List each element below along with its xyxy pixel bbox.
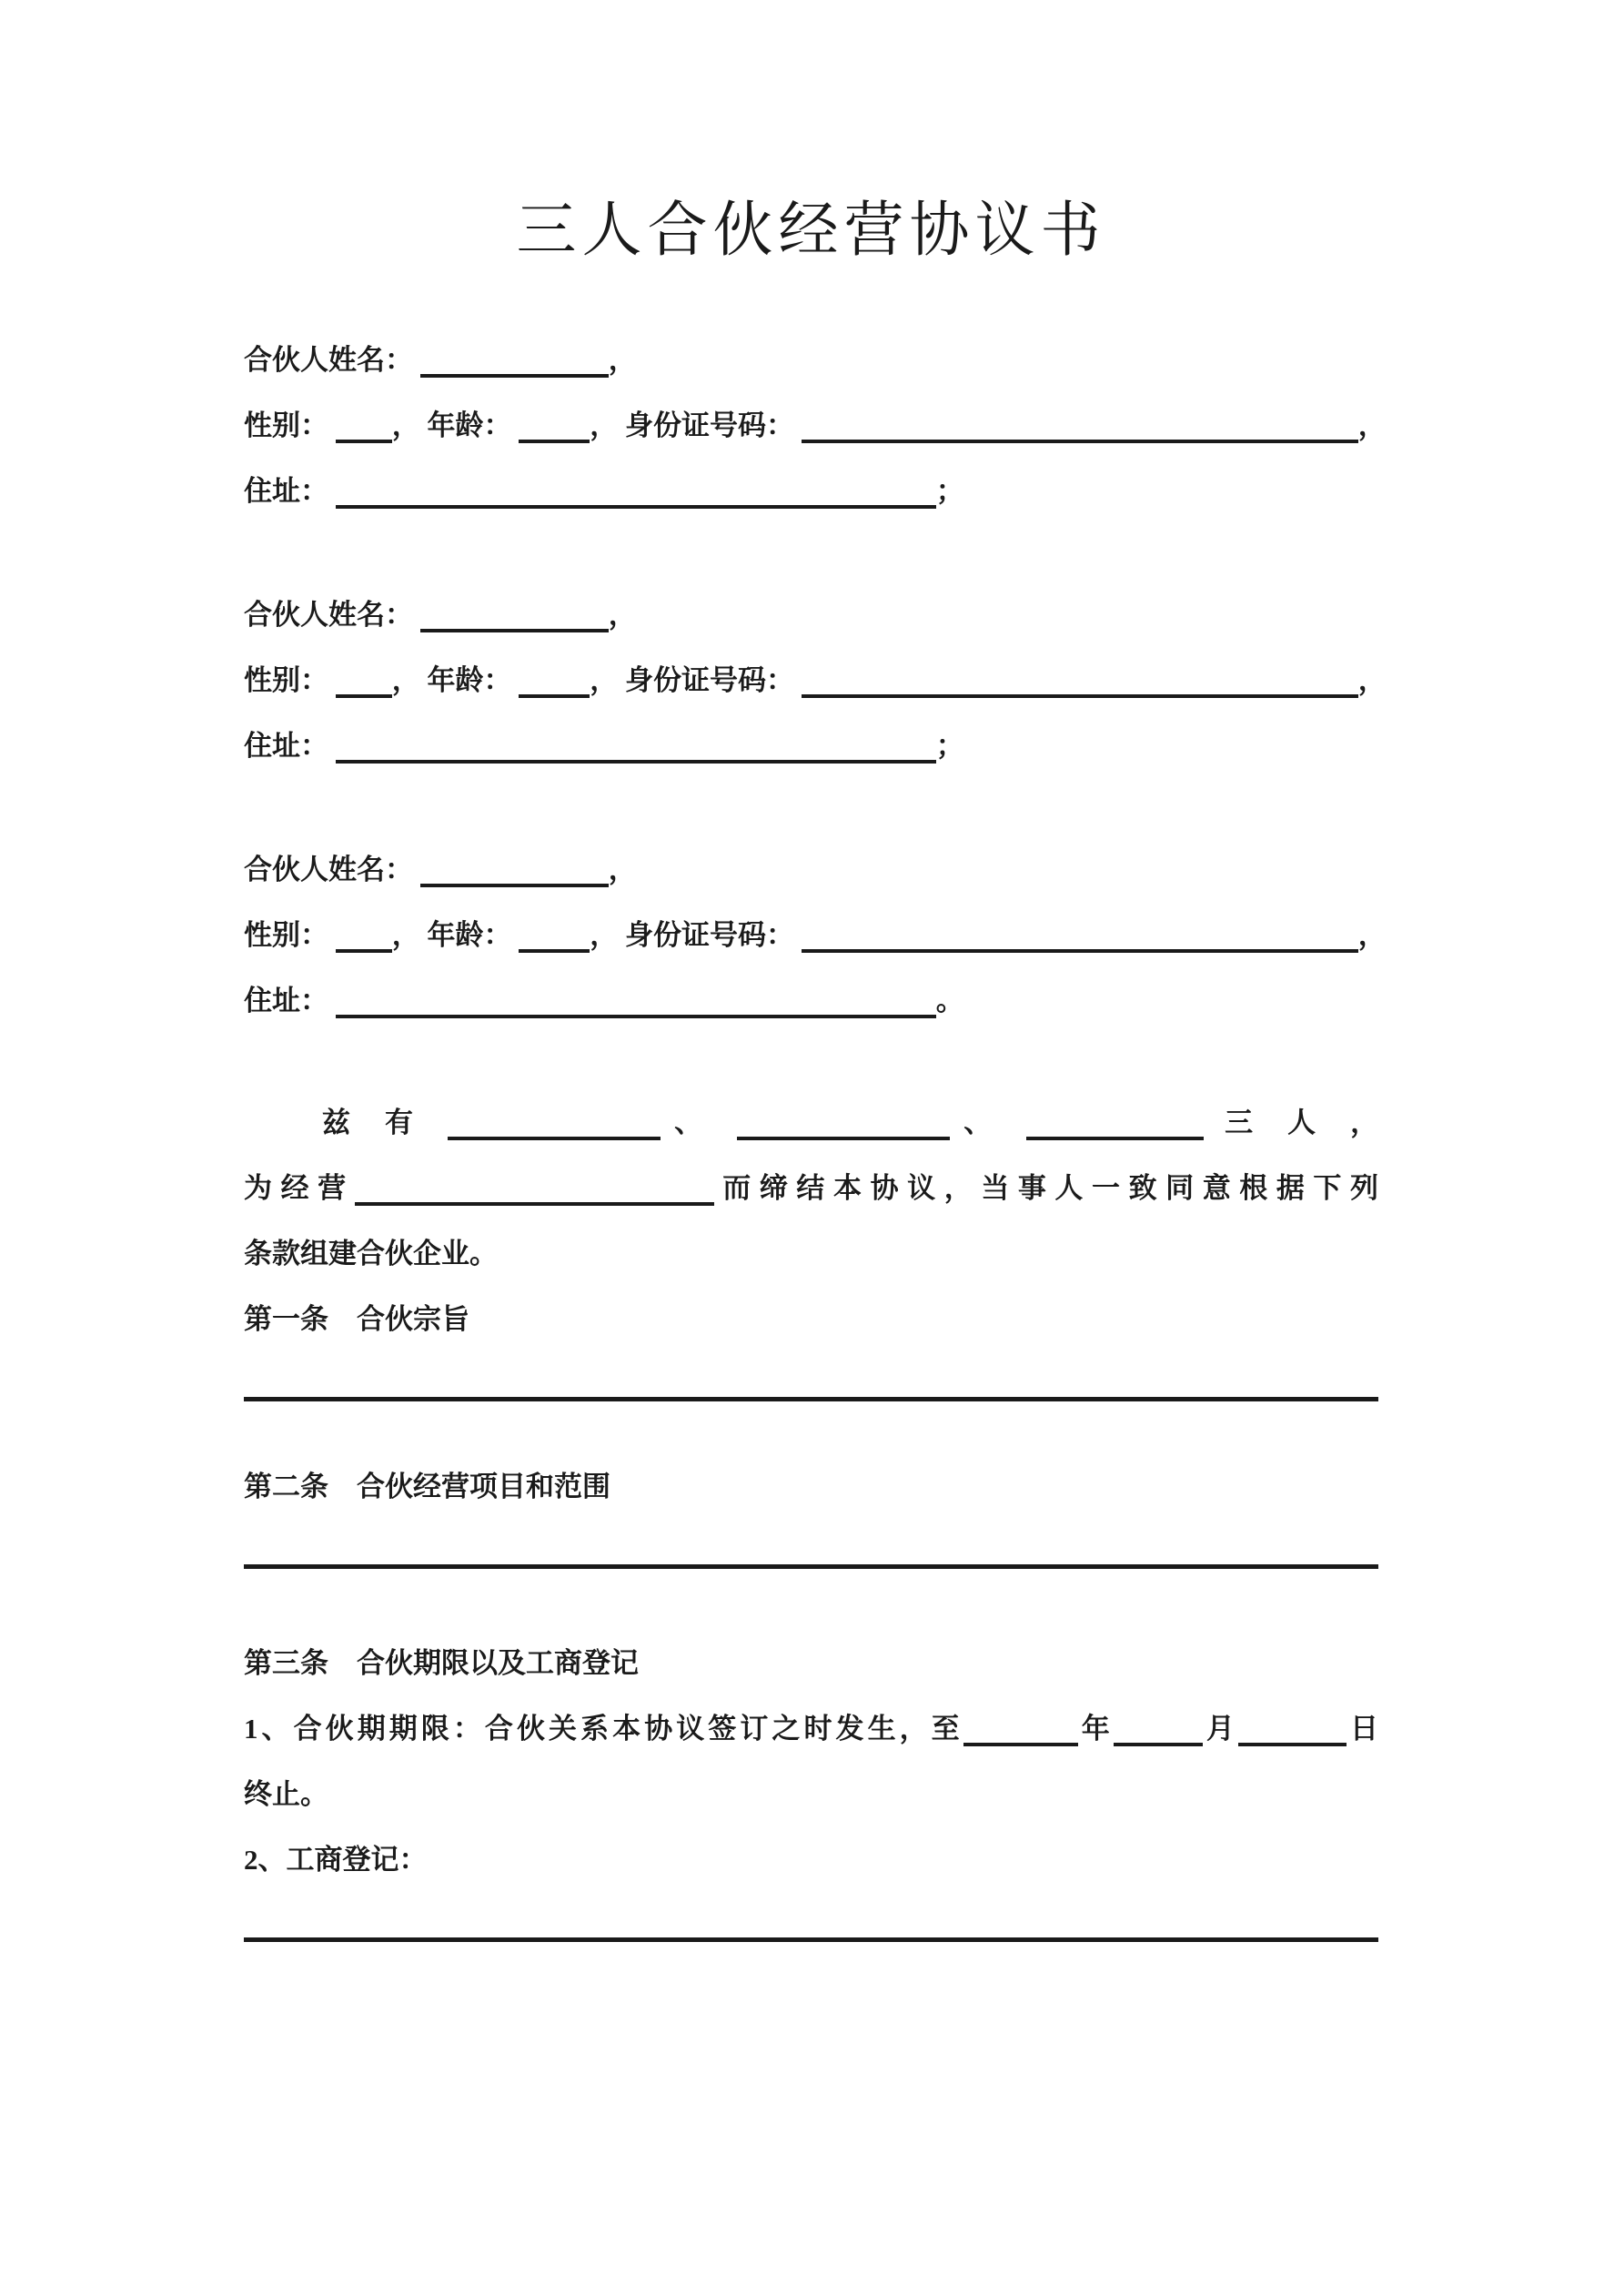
address-label: 住址： xyxy=(244,730,328,762)
term-prefix: 1、合伙期期限：合伙关系本协议签订之时发生，至 xyxy=(244,1713,963,1745)
month-blank xyxy=(1114,1743,1203,1746)
preamble-line-3: 条款组建合伙企业。 xyxy=(244,1238,498,1269)
id-blank xyxy=(802,949,1358,953)
comma: ， xyxy=(608,854,637,885)
partner-name-label: 合伙人姓名： xyxy=(244,599,413,631)
word: 兹 xyxy=(322,1107,365,1138)
address-label: 住址： xyxy=(244,475,328,507)
semicolon: ； xyxy=(935,730,964,762)
comma: ， xyxy=(590,664,619,696)
gender-blank xyxy=(336,694,392,698)
partner-2-name-line xyxy=(244,582,1378,648)
comma: ， xyxy=(1350,1107,1379,1138)
gender-label: 性别： xyxy=(244,664,328,696)
partner-3-address-line xyxy=(244,968,1378,1034)
partner-2-detail-line xyxy=(244,648,1387,713)
article-2-heading: 第二条 合伙经营项目和范围 xyxy=(244,1471,610,1502)
partner-1-name-line xyxy=(244,328,1378,393)
partner-block-2 xyxy=(244,582,1387,779)
address-label: 住址： xyxy=(244,985,328,1017)
partner-name-blank xyxy=(420,629,609,632)
partner-1-detail-line xyxy=(244,393,1387,459)
address-blank xyxy=(336,505,936,509)
day-blank xyxy=(1238,1743,1347,1746)
age-blank xyxy=(519,440,590,443)
age-label: 年龄： xyxy=(427,664,512,696)
partner-2-address-line xyxy=(244,713,1378,779)
partner-2-name-ref-blank xyxy=(737,1137,950,1140)
id-label: 身份证号码： xyxy=(625,919,794,951)
business-suffix: 而缔结本协议，当事人一致同意根据下列 xyxy=(713,1172,1379,1204)
article-2-fill-line xyxy=(244,1520,1378,1569)
year-blank xyxy=(963,1743,1078,1746)
preamble-line-1 xyxy=(244,1090,1378,1156)
article-3-fill-line xyxy=(244,1893,1378,1942)
enum-comma: 、 xyxy=(950,1107,1006,1138)
id-blank xyxy=(802,694,1358,698)
month-label: 月 xyxy=(1202,1713,1238,1745)
article-3-heading: 第三条 合伙期限以及工商登记 xyxy=(244,1647,639,1679)
comma: ， xyxy=(391,410,420,441)
partner-3-name-line xyxy=(244,837,1378,903)
id-label: 身份证号码： xyxy=(625,664,794,696)
article-3-item-1-end: 终止。 xyxy=(244,1778,328,1810)
partner-name-label: 合伙人姓名： xyxy=(244,344,413,376)
id-blank xyxy=(802,440,1358,443)
age-blank xyxy=(519,694,590,698)
comma: ， xyxy=(391,664,420,696)
age-blank xyxy=(519,949,590,953)
comma: ， xyxy=(608,344,637,376)
partner-1-address-line xyxy=(244,459,1378,524)
age-label: 年龄： xyxy=(427,410,512,441)
word: 三 xyxy=(1225,1107,1267,1138)
word: 人 xyxy=(1287,1107,1330,1138)
comma: ， xyxy=(1357,410,1387,441)
article-3-item-1 xyxy=(244,1696,1378,1762)
period: 。 xyxy=(935,985,964,1017)
day-label: 日 xyxy=(1346,1713,1379,1745)
preamble-line-2 xyxy=(244,1156,1378,1221)
document-title: 三人合伙经营协议书 xyxy=(516,197,1106,264)
partner-3-name-ref-blank xyxy=(1026,1137,1204,1140)
comma: ， xyxy=(1357,664,1387,696)
business-prefix: 为经营 xyxy=(244,1172,355,1204)
partner-block-1 xyxy=(244,328,1387,524)
word: 有 xyxy=(385,1107,428,1138)
gender-blank xyxy=(336,949,392,953)
comma: ， xyxy=(590,919,619,951)
article-1-heading: 第一条 合伙宗旨 xyxy=(244,1303,469,1335)
gender-blank xyxy=(336,440,392,443)
article-3-item-2: 2、工商登记： xyxy=(244,1844,428,1876)
partner-name-blank xyxy=(420,374,609,378)
comma: ， xyxy=(590,410,619,441)
year-label: 年 xyxy=(1077,1713,1114,1745)
business-name-blank xyxy=(355,1202,714,1206)
comma: ， xyxy=(391,919,420,951)
enum-comma: 、 xyxy=(661,1107,717,1138)
id-label: 身份证号码： xyxy=(625,410,794,441)
partner-name-blank xyxy=(420,884,609,887)
address-blank xyxy=(336,1015,936,1018)
preamble xyxy=(244,1090,1378,1287)
semicolon: ； xyxy=(935,475,964,507)
partner-block-3 xyxy=(244,837,1387,1034)
age-label: 年龄： xyxy=(427,919,512,951)
comma: ， xyxy=(1357,919,1387,951)
address-blank xyxy=(336,760,936,764)
partner-3-detail-line xyxy=(244,903,1387,968)
gender-label: 性别： xyxy=(244,919,328,951)
gender-label: 性别： xyxy=(244,410,328,441)
article-1-fill-line xyxy=(244,1352,1378,1401)
partner-name-label: 合伙人姓名： xyxy=(244,854,413,885)
partner-1-name-ref-blank xyxy=(448,1137,661,1140)
comma: ， xyxy=(608,599,637,631)
